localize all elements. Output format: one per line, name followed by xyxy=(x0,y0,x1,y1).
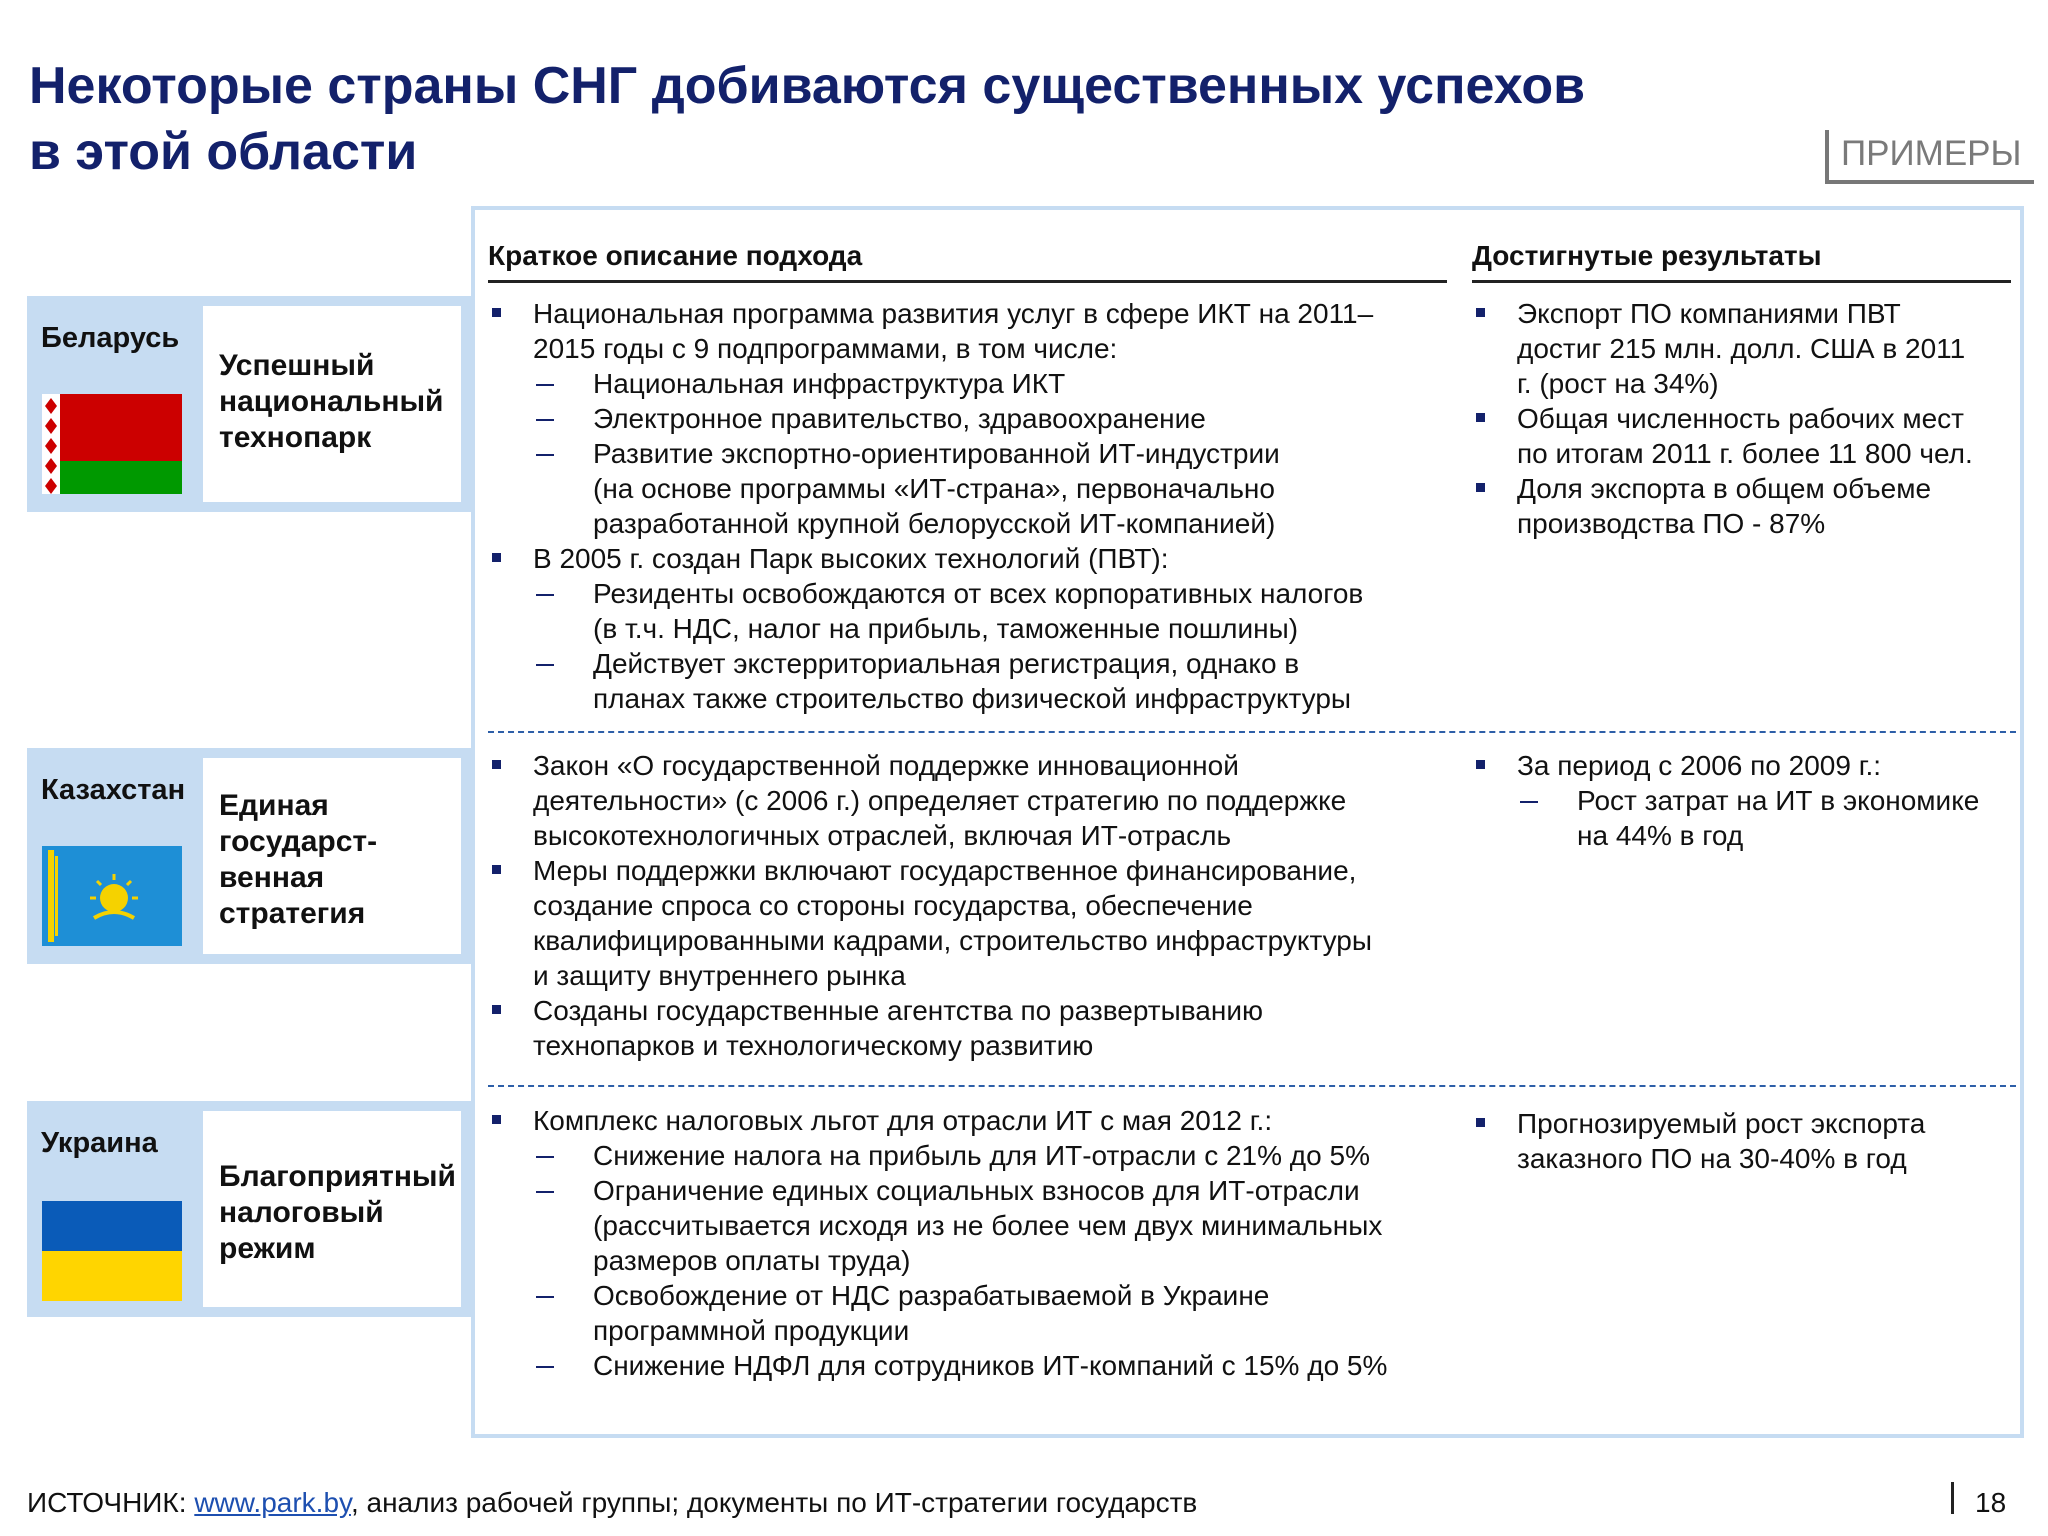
flag-blue-band xyxy=(42,1201,182,1251)
kazakhstan-results-list xyxy=(1472,748,2017,853)
bullet-item: В 2005 г. создан Парк высоких технологий (ПВТ): xyxy=(488,541,1468,576)
sub-bullet-item: Освобождение от НДС разрабатываемой в Украине xyxy=(488,1278,1468,1313)
ukraine-flag-icon xyxy=(42,1201,182,1301)
page-number: 18 xyxy=(1975,1487,2007,1518)
source-link[interactable]: www.park.by xyxy=(194,1487,351,1518)
sub-bullet-item: Снижение налога на прибыль для ИТ-отрасли с 21% до 5% xyxy=(488,1138,1468,1173)
bullet-item: технопарков и технологическому развитию xyxy=(533,1030,1094,1061)
country-name: Украина xyxy=(41,1127,158,1159)
bullet-item: Комплекс налоговых льгот для отрасли ИТ с мая 2012 г.: xyxy=(488,1103,1468,1138)
bullet-item: и защиту внутреннего рынка xyxy=(533,960,906,991)
sub-bullet-item: Рост затрат на ИТ в экономике xyxy=(1472,783,2017,818)
bullet-item: Меры поддержки включают государственное финансирование, xyxy=(488,853,1468,888)
ukraine-description-list xyxy=(488,1103,1468,1383)
sub-bullet-item: Резиденты освобождаются от всех корпоративных налогов xyxy=(488,576,1468,611)
bullet-item: создание спроса со стороны государства, обеспечение xyxy=(533,890,1253,921)
row-separator xyxy=(488,1085,2016,1087)
belarus-description-list xyxy=(488,296,1468,716)
sub-bullet-item: (рассчитывается исходя из не более чем двух минимальных xyxy=(593,1210,1383,1241)
bullet-item: Созданы государственные агентства по развертыванию xyxy=(488,993,1468,1028)
examples-badge: ПРИМЕРЫ xyxy=(1825,130,2034,184)
country-name: Беларусь xyxy=(41,322,180,354)
flag-ornament xyxy=(48,850,58,942)
sub-bullet-item: (на основе программы «ИТ-страна», первоначально xyxy=(593,473,1275,504)
page-number-divider xyxy=(1951,1482,1954,1514)
bullet-item: достиг 215 млн. долл. США в 2011 xyxy=(1517,333,1966,364)
sub-bullet-item: на 44% в год xyxy=(1577,820,1744,851)
bullet-item: Общая численность рабочих мест xyxy=(1472,401,2017,436)
bullet-item: Закон «О государственной поддержке инновационной xyxy=(488,748,1468,783)
kazakhstan-flag-icon xyxy=(42,846,182,946)
page-title xyxy=(29,53,1779,185)
column-header-approach: Краткое описание подхода xyxy=(488,237,1447,283)
bullet-item: Национальная программа развития услуг в сфере ИКТ на 2011– xyxy=(488,296,1468,331)
kazakhstan-description-list xyxy=(488,748,1468,1063)
sub-bullet-item: Снижение НДФЛ для сотрудников ИТ-компаний с 15% до 5% xyxy=(488,1348,1468,1383)
row-separator xyxy=(488,731,2016,733)
bullet-item: Доля экспорта в общем объеме xyxy=(1472,471,2017,506)
sub-bullet-item: Действует экстерриториальная регистрация, однако в xyxy=(488,646,1468,681)
bullet-item: производства ПО - 87% xyxy=(1517,508,1826,539)
sub-bullet-item: Национальная инфраструктура ИКТ xyxy=(488,366,1468,401)
approach-summary xyxy=(203,306,461,502)
bullet-item: высокотехнологичных отраслей, включая ИТ-отрасль xyxy=(533,820,1232,851)
bullet-item: по итогам 2011 г. более 11 800 чел. xyxy=(1517,438,1973,469)
flag-sun xyxy=(100,884,128,912)
country-card-ukraine xyxy=(27,1101,471,1317)
bullet-item: заказного ПО на 30-40% в год xyxy=(1517,1143,1907,1174)
approach-summary xyxy=(203,1111,461,1307)
sub-bullet-item: планах также строительство физической инфраструктуры xyxy=(593,683,1352,714)
bullet-item: квалифицированными кадрами, строительство инфраструктуры xyxy=(533,925,1372,956)
bullet-item: деятельности» (с 2006 г.) определяет стратегию по поддержке xyxy=(533,785,1347,816)
sub-bullet-item: разработанной крупной белорусской ИТ-компанией) xyxy=(593,508,1276,539)
country-card-kazakhstan xyxy=(27,748,471,964)
bullet-item: 2015 годы с 9 подпрограммами, в том числе: xyxy=(533,333,1118,364)
sub-bullet-item: Электронное правительство, здравоохранение xyxy=(488,401,1468,436)
belarus-results-list xyxy=(1472,296,2017,541)
country-name: Казахстан xyxy=(41,774,186,806)
country-card-belarus xyxy=(27,296,471,512)
bullet-item: г. (рост на 34%) xyxy=(1517,368,1719,399)
sub-bullet-item: (в т.ч. НДС, налог на прибыль, таможенные пошлины) xyxy=(593,613,1299,644)
column-header-results: Достигнутые результаты xyxy=(1472,237,2011,283)
sub-bullet-item: размеров оплаты труда) xyxy=(593,1245,911,1276)
flag-green-band xyxy=(60,461,182,494)
bullet-item: Прогнозируемый рост экспорта xyxy=(1472,1106,2017,1141)
sub-bullet-item: Ограничение единых социальных взносов для ИТ-отрасли xyxy=(488,1173,1468,1208)
ukraine-results-list xyxy=(1472,1106,2017,1176)
sub-bullet-item: Развитие экспортно-ориентированной ИТ-индустрии xyxy=(488,436,1468,471)
approach-text: Благоприятный налоговый режим xyxy=(219,1160,456,1265)
flag-yellow-band xyxy=(42,1251,182,1301)
flag-red-band xyxy=(60,394,182,461)
approach-text: Успешный национальный технопарк xyxy=(219,349,444,454)
approach-text: Единая государст- венная стратегия xyxy=(219,789,378,930)
source-prefix: ИСТОЧНИК: xyxy=(27,1487,195,1518)
belarus-flag-icon xyxy=(42,394,182,494)
approach-summary xyxy=(203,758,461,954)
source-footer xyxy=(27,1485,1197,1521)
sub-bullet-item: программной продукции xyxy=(593,1315,910,1346)
bullet-item: За период с 2006 по 2009 г.: xyxy=(1472,748,2017,783)
title-line-1: Некоторые страны СНГ добиваются существенных успехов xyxy=(29,57,1586,115)
title-line-2: в этой области xyxy=(29,123,418,181)
source-suffix: , анализ рабочей группы; документы по ИТ-стратегии государств xyxy=(350,1487,1198,1518)
bullet-item: Экспорт ПО компаниями ПВТ xyxy=(1472,296,2017,331)
